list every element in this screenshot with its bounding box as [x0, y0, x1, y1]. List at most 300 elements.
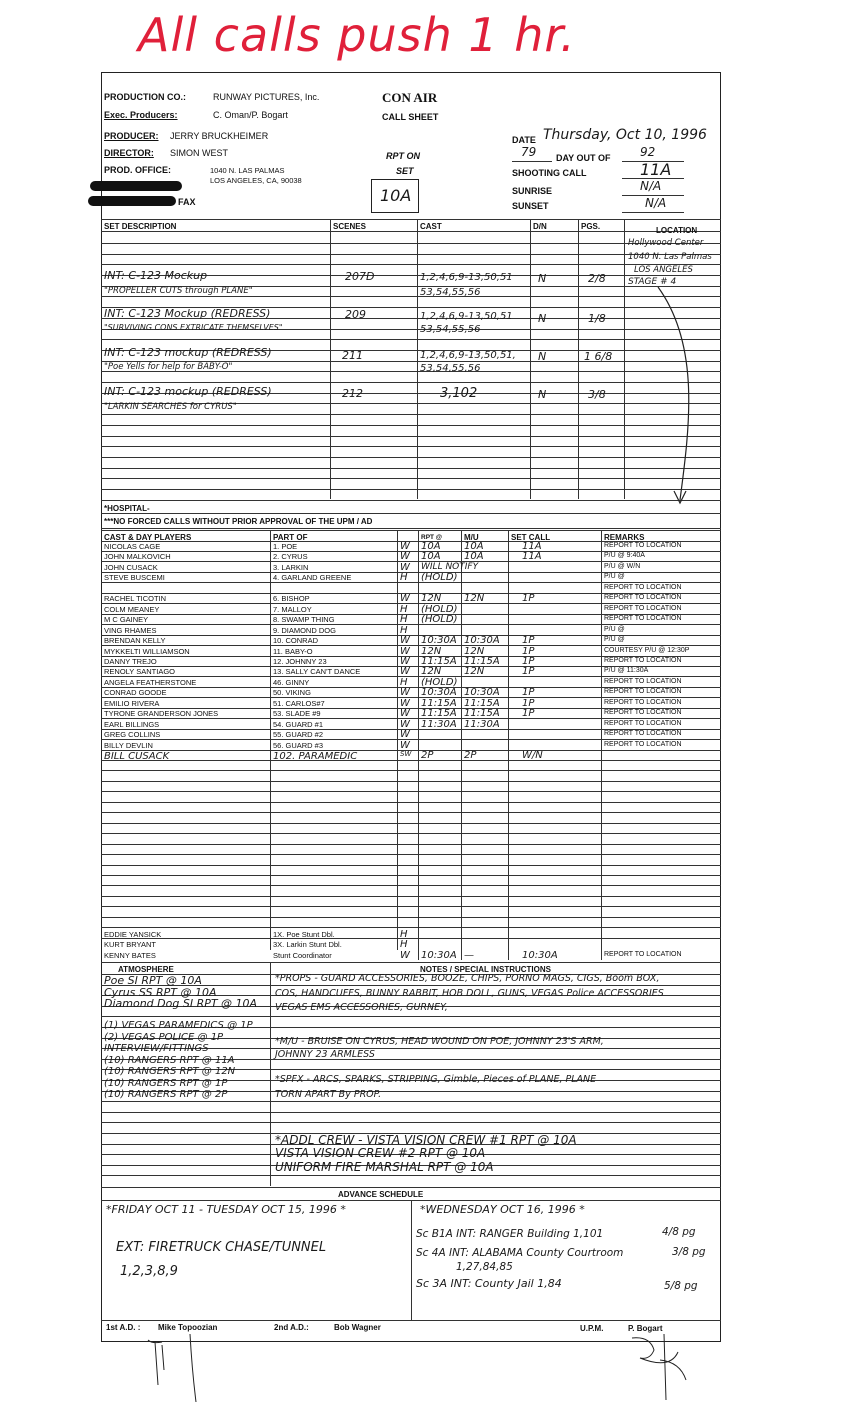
cast-remarks: P/U @ W/N: [604, 562, 641, 570]
rule: [101, 802, 721, 803]
note-line: *ADDL CREW - VISTA VISION CREW #1 RPT @ 10A: [275, 1133, 577, 1147]
note-line: *PROPS - GUARD ACCESSORIES, BOOZE, CHIPS, PORNO MAGS, CIGS, Boom BOX,: [275, 973, 660, 984]
signature-scribble: [620, 1330, 700, 1410]
advance-left-cast: 1,2,3,8,9: [120, 1264, 178, 1279]
cast-report-time: 10:30A: [421, 635, 457, 647]
cast-makeup-time: 12N: [464, 593, 485, 605]
col-remarks: REMARKS: [604, 533, 645, 542]
rule: [101, 1016, 721, 1017]
cast-set-call: 10:30A: [522, 949, 558, 961]
cast-remarks: P/U @: [604, 636, 625, 644]
cast-status: W: [400, 697, 410, 709]
cast-makeup-time: —: [464, 949, 474, 961]
rule: [101, 1320, 721, 1321]
cast-part: Stunt Coordinator: [273, 950, 332, 960]
rule: [101, 414, 721, 415]
cast-status: W: [400, 551, 410, 563]
rule: [101, 1101, 721, 1102]
set-label: SET: [396, 166, 414, 176]
scene-cast: 1,2,4,6,9-13,50,51,: [420, 350, 516, 361]
rpt-on-label: RPT ON: [386, 151, 421, 161]
cast-report-time: 10A: [421, 541, 441, 552]
rule: [101, 854, 721, 855]
rule: [101, 844, 721, 845]
col-rpt: RPT @: [421, 534, 443, 541]
atmosphere-line: (2) VEGAS POLICE @ 1P: [104, 1031, 224, 1043]
cast-name: JOHN CUSACK: [104, 562, 158, 572]
cast-set-call: 1P: [522, 697, 535, 709]
second-ad-name: Bob Wagner: [334, 1323, 381, 1332]
cast-status: W: [400, 593, 410, 605]
col-mu: M/U: [464, 533, 479, 542]
rule: [622, 212, 684, 213]
cast-report-time: 11:15A: [421, 708, 457, 720]
rule: [101, 1122, 721, 1123]
rule: [101, 530, 721, 531]
cast-name: DANNY TREJO: [104, 656, 157, 666]
advance-cast: 1,27,84,85: [456, 1261, 513, 1273]
rule: [101, 760, 721, 761]
cast-part: 1. POE: [273, 542, 298, 551]
cast-report-time: WILL NOTIFY: [421, 561, 479, 572]
production-co-label: PRODUCTION CO.:: [104, 92, 186, 102]
cast-name: NICOLAS CAGE: [104, 542, 161, 551]
note-line: UNIFORM FIRE MARSHAL RPT @ 10A: [275, 1160, 494, 1174]
prod-office-line1: 1040 N. LAS PALMAS: [210, 166, 285, 175]
note-line: TORN APART By PROP.: [275, 1089, 382, 1100]
upm-name: P. Bogart: [628, 1324, 663, 1333]
atmosphere-line: Diamond Dog SI RPT @ 10A: [104, 997, 258, 1010]
forced-calls-note: ***NO FORCED CALLS WITHOUT PRIOR APPROVAL OF THE UPM / AD: [104, 517, 373, 526]
location-note: Hollywood Center: [628, 238, 704, 248]
cast-makeup-time: 12N: [464, 645, 485, 657]
col-divider: [397, 530, 398, 950]
cast-name: CONRAD GOODE: [104, 688, 167, 698]
cast-name: STEVE BUSCEMI: [104, 573, 165, 583]
producer: JERRY BRUCKHEIMER: [170, 131, 269, 141]
col-divider: [578, 219, 579, 499]
col-part-of: PART OF: [273, 533, 308, 542]
cast-makeup-time: 10A: [464, 551, 484, 563]
advance-left-scene: EXT: FIRETRUCK CHASE/TUNNEL: [116, 1240, 327, 1255]
redaction-mark: [90, 181, 182, 191]
cast-status: W: [400, 655, 410, 667]
note-line: COS, HANDCUFFS, BUNNY RABBIT, HOB DOLL, GUNS, VEGAS Police ACCESSORIES: [275, 988, 664, 999]
production-co: RUNWAY PICTURES, Inc.: [213, 92, 320, 102]
cast-report-time: 10:30A: [421, 687, 457, 699]
cast-status: H: [400, 929, 408, 940]
advance-pages: 4/8 pg: [662, 1226, 696, 1238]
cast-report-time: 11:30A: [421, 718, 457, 730]
cast-makeup-time: 2P: [464, 750, 477, 761]
atmosphere-line: Poe SI RPT @ 10A: [104, 974, 202, 987]
scene-pages: 3/8: [588, 388, 606, 401]
scene-set: INT: C-123 mockup (REDRESS): [104, 385, 272, 398]
signature-scribble: [140, 1330, 230, 1410]
cast-makeup-time: 11:15A: [464, 697, 500, 709]
first-ad-name: Mike Topoozian: [158, 1323, 218, 1332]
col-divider: [601, 530, 602, 960]
cast-makeup-time: 11:30A: [464, 718, 500, 730]
scene-cast: 1,2,4,6,9-13,50,51: [420, 311, 513, 322]
first-ad-label: 1st A.D. :: [106, 1323, 141, 1332]
rule: [101, 962, 721, 963]
cast-part: 55. GUARD #2: [273, 730, 324, 740]
rule: [101, 865, 721, 866]
cast-name: ANGELA FEATHERSTONE: [104, 677, 197, 687]
col-location: LOCATION: [656, 226, 698, 235]
scene-cast: 53,54,55,56: [420, 287, 481, 298]
cast-part: 10. CONRAD: [273, 636, 319, 646]
cast-status: W: [400, 561, 410, 573]
atmosphere-header: ATMOSPHERE: [118, 965, 174, 974]
scene-number: 211: [342, 349, 363, 362]
rule: [101, 676, 721, 677]
rule: [101, 1187, 721, 1188]
note-line: *M/U - BRUISE ON CYRUS, HEAD WOUND ON POE, JOHNNY 23'S ARM,: [275, 1036, 604, 1047]
advance-pages: 5/8 pg: [664, 1280, 698, 1292]
cast-report-time: (HOLD): [421, 603, 458, 615]
rule: [101, 1112, 721, 1113]
rule: [101, 231, 721, 232]
cast-name: EDDIE YANSICK: [104, 930, 162, 939]
scene-set: INT: C-123 Mockup (REDRESS): [104, 307, 271, 320]
rule: [101, 906, 721, 907]
col-divider: [508, 530, 509, 960]
rule: [101, 513, 721, 514]
cast-remarks: REPORT TO LOCATION: [604, 542, 682, 549]
cast-status: H: [400, 614, 408, 626]
cast-report-time: (HOLD): [421, 572, 458, 584]
atmosphere-line: INTERVIEW/FITTINGS: [104, 1043, 209, 1054]
cast-name: EARL BILLINGS: [104, 719, 160, 729]
cast-part: 7. MALLOY: [273, 604, 312, 614]
cast-remarks: REPORT TO LOCATION: [604, 730, 682, 738]
cast-part: 56. GUARD #3: [273, 740, 324, 750]
rule: [101, 339, 721, 340]
scene-dn: N: [538, 350, 547, 363]
cast-remarks: REPORT TO LOCATION: [604, 583, 682, 591]
rule: [101, 264, 721, 265]
shooting-call-value: 11A: [640, 160, 672, 179]
scene-cast: 53,54,55,56: [420, 363, 481, 374]
scene-desc: "Poe Yells for help for BABY-O": [104, 362, 233, 372]
date-label: DATE: [512, 135, 536, 145]
cast-status: SW: [400, 750, 412, 758]
scene-number: 212: [342, 387, 363, 400]
scene-pages: 2/8: [588, 272, 606, 285]
rpt-on-set-value: 10A: [380, 186, 412, 205]
cast-remarks: P/U @ 11:30A: [604, 667, 649, 675]
col-divider: [411, 1200, 412, 1320]
atmosphere-line: (10) RANGERS RPT @ 11A: [104, 1054, 235, 1066]
cast-part: 6. BISHOP: [273, 594, 310, 604]
cast-remarks: COURTESY P/U @ 12:30P: [604, 646, 690, 654]
rule: [101, 823, 721, 824]
cast-part: 1X. Poe Stunt Dbl.: [273, 930, 335, 939]
scene-set: INT: C-123 mockup (REDRESS): [104, 346, 272, 359]
cast-remarks: P/U @: [604, 573, 625, 581]
sunrise-label: SUNRISE: [512, 186, 553, 196]
scene-desc: "LARKIN SEARCHES for CYRUS": [104, 402, 237, 412]
cast-set-call: 1P: [522, 708, 535, 720]
prod-office-label: PROD. OFFICE:: [104, 165, 171, 175]
notes-header: NOTES / SPECIAL INSTRUCTIONS: [420, 965, 551, 974]
rule: [101, 635, 721, 636]
rule: [101, 624, 721, 625]
rule: [101, 457, 721, 458]
production-title: CON AIR: [382, 90, 438, 105]
cast-report-time: 11:15A: [421, 697, 457, 709]
rule: [101, 896, 721, 897]
cast-name: VING RHAMES: [104, 625, 157, 635]
note-line: VEGAS EMS ACCESSORIES, GURNEY,: [275, 1002, 448, 1013]
scene-cast: 1,2,4,6,9-13,50,51: [420, 272, 513, 283]
advance-pages: 3/8 pg: [672, 1246, 706, 1258]
rule: [101, 875, 721, 876]
cast-name: COLM MEANEY: [104, 604, 160, 614]
cast-part: 8. SWAMP THING: [273, 615, 335, 625]
rule: [101, 436, 721, 437]
location-note: LOS ANGELES: [634, 265, 693, 275]
rule: [101, 382, 721, 383]
atmosphere-line: (10) RANGERS RPT @ 1P: [104, 1077, 228, 1089]
scene-set: INT: C-123 Mockup: [104, 269, 208, 282]
col-dn: D/N: [533, 222, 547, 231]
cast-name: TYRONE GRANDERSON JONES: [104, 709, 219, 719]
cast-part: 13. SALLY CAN'T DANCE: [273, 667, 361, 677]
cast-name: GREG COLLINS: [104, 730, 161, 740]
col-set-description: SET DESCRIPTION: [104, 222, 177, 231]
atmosphere-line: Cyrus SS RPT @ 10A: [104, 985, 217, 999]
cast-report-time: 12N: [421, 593, 442, 605]
hospital-label: *HOSPITAL-: [104, 504, 150, 513]
cast-remarks: P/U @ 9:40A: [604, 552, 645, 560]
cast-remarks: P/U @: [604, 625, 625, 633]
fax-label: FAX: [178, 197, 196, 207]
col-cast-day-players: CAST & DAY PLAYERS: [104, 533, 192, 542]
cast-set-call: 1P: [522, 655, 535, 667]
second-ad-label: 2nd A.D.:: [274, 1323, 309, 1332]
cast-set-call: W/N: [522, 750, 543, 761]
rule: [101, 791, 721, 792]
cast-part: 102. PARAMEDIC: [273, 751, 358, 762]
scene-dn: N: [538, 312, 547, 325]
cast-remarks: REPORT TO LOCATION: [604, 677, 682, 685]
director-label: DIRECTOR:: [104, 148, 154, 158]
call-sheet-subtitle: CALL SHEET: [382, 112, 439, 122]
col-divider: [270, 962, 271, 1186]
cast-part: 50. VIKING: [273, 688, 311, 698]
cast-name: M C GAINEY: [104, 615, 149, 625]
cast-report-time: 2P: [421, 750, 434, 761]
cast-makeup-time: 11:15A: [464, 708, 500, 720]
cast-status: W: [400, 708, 410, 720]
cast-report-time: 10A: [421, 551, 441, 563]
cast-part: 12. JOHNNY 23: [273, 656, 327, 666]
cast-part: 46. GINNY: [273, 677, 310, 687]
cast-part: 54. GUARD #1: [273, 719, 324, 729]
scene-cast: 53,54,55,56: [420, 324, 481, 335]
cast-status: W: [400, 739, 410, 751]
col-pgs: PGS.: [581, 222, 601, 231]
sunrise-value: N/A: [640, 179, 662, 193]
cast-name: BRENDAN KELLY: [104, 636, 166, 646]
prod-office-line2: LOS ANGELES, CA, 90038: [210, 176, 302, 185]
rule: [101, 468, 721, 469]
shooting-call-label: SHOOTING CALL: [512, 168, 587, 178]
location-note: STAGE # 4: [628, 277, 677, 287]
rule: [101, 833, 721, 834]
cast-set-call: 1P: [522, 645, 535, 657]
rule: [101, 528, 721, 529]
cast-remarks: REPORT TO LOCATION: [604, 688, 682, 696]
rule: [101, 561, 721, 562]
cast-name: BILLY DEVLIN: [104, 740, 153, 750]
rule: [101, 296, 721, 297]
rpt-on-set-box: [371, 179, 419, 213]
cast-makeup-time: 11:15A: [464, 655, 500, 667]
cast-remarks: REPORT TO LOCATION: [604, 698, 682, 706]
cast-status: W: [400, 635, 410, 647]
producer-label: PRODUCER:: [104, 131, 159, 141]
cast-status: W: [400, 645, 410, 657]
push-banner: All calls push 1 hr.: [138, 8, 576, 62]
cast-status: W: [400, 666, 410, 678]
rule: [101, 1175, 721, 1176]
scene-number: 207D: [345, 270, 375, 283]
advance-right-date: *WEDNESDAY OCT 16, 1996 *: [420, 1203, 585, 1216]
cast-name: KURT BRYANT: [104, 940, 156, 950]
cast-set-call: 11A: [522, 541, 542, 552]
cast-report-time: (HOLD): [421, 676, 458, 688]
rule: [101, 927, 721, 928]
atmosphere-line: (10) RANGERS RPT @ 12N: [104, 1066, 236, 1077]
cast-status: W: [400, 718, 410, 730]
cast-status: H: [400, 572, 408, 584]
advance-scene: Sc 4A INT: ALABAMA County Courtroom: [416, 1247, 624, 1259]
cast-part: 4. GARLAND GREENE: [273, 573, 352, 583]
rule: [101, 917, 721, 918]
cast-report-time: (HOLD): [421, 614, 458, 626]
cast-report-time: 12N: [421, 666, 442, 678]
cast-set-call: 1P: [522, 593, 535, 605]
rule: [512, 161, 552, 162]
rule: [101, 489, 721, 490]
scene-pages: 1 6/8: [584, 350, 613, 363]
cast-remarks: REPORT TO LOCATION: [604, 719, 682, 727]
cast-part: 3X. Larkin Stunt Dbl.: [273, 940, 342, 950]
col-divider: [330, 219, 331, 499]
rule: [101, 938, 721, 939]
cast-set-call: 11A: [522, 551, 542, 563]
advance-scene: Sc B1A INT: RANGER Building 1,101: [416, 1228, 604, 1240]
cast-status: H: [400, 603, 408, 615]
cast-name: KENNY BATES: [104, 950, 156, 960]
atmosphere-line: (1) VEGAS PARAMEDICS @ 1P: [104, 1020, 253, 1031]
cast-remarks: REPORT TO LOCATION: [604, 656, 682, 664]
rule: [101, 885, 721, 886]
scene-desc: "SURVIVING CONS EXTRICATE THEMSELVES": [104, 323, 283, 332]
cast-name: BILL CUSACK: [104, 751, 170, 762]
cast-set-call: 1P: [522, 666, 535, 678]
day-number: 79: [521, 145, 537, 159]
rule: [101, 446, 721, 447]
advance-left-date: *FRIDAY OCT 11 - TUESDAY OCT 15, 1996 *: [106, 1203, 346, 1216]
cast-remarks: REPORT TO LOCATION: [604, 604, 682, 612]
cast-remarks: REPORT TO LOCATION: [604, 950, 682, 958]
cast-part: 11. BABY-O: [273, 646, 313, 656]
col-divider: [418, 530, 419, 960]
rule: [101, 425, 721, 426]
cast-report-time: 10:30A: [421, 949, 457, 961]
cast-part: 3. LARKIN: [273, 562, 309, 572]
sunset-value: N/A: [645, 196, 667, 210]
col-divider: [417, 219, 418, 499]
rule: [101, 812, 721, 813]
cast-makeup-time: 10:30A: [464, 635, 500, 647]
cast-name: JOHN MALKOVICH: [104, 552, 171, 562]
down-arrow-icon: [640, 285, 700, 515]
upm-label: U.P.M.: [580, 1324, 604, 1333]
scene-dn: N: [538, 388, 547, 401]
scene-dn: N: [538, 272, 547, 285]
cast-remarks: REPORT TO LOCATION: [604, 740, 682, 748]
col-cast: CAST: [420, 222, 442, 231]
cast-remarks: REPORT TO LOCATION: [604, 594, 682, 602]
cast-name: RENOLY SANTIAGO: [104, 667, 175, 677]
note-line: VISTA VISION CREW #2 RPT @ 10A: [275, 1146, 486, 1160]
cast-status: H: [400, 676, 408, 688]
cast-set-call: 1P: [522, 687, 535, 699]
sunset-label: SUNSET: [512, 201, 549, 211]
cast-name: RACHEL TICOTIN: [104, 594, 167, 604]
cast-report-time: 12N: [421, 645, 442, 657]
rule: [101, 781, 721, 782]
col-divider: [461, 530, 462, 960]
col-scenes: SCENES: [333, 222, 366, 231]
note-line: JOHNNY 23 ARMLESS: [275, 1049, 375, 1060]
scene-desc: "PROPELLER CUTS through PLANE": [104, 286, 253, 296]
advance-schedule-header: ADVANCE SCHEDULE: [338, 1190, 424, 1199]
rule: [101, 500, 721, 501]
cast-status: W: [400, 687, 410, 699]
exec-producers-label: Exec. Producers:: [104, 110, 178, 120]
cast-makeup-time: 10:30A: [464, 687, 500, 699]
rule: [101, 478, 721, 479]
col-divider: [270, 530, 271, 950]
director: SIMON WEST: [170, 148, 228, 158]
cast-remarks: REPORT TO LOCATION: [604, 709, 682, 717]
redaction-mark: [88, 196, 176, 206]
scene-number: 209: [345, 308, 366, 321]
cast-part: 51. CARLOS#7: [273, 698, 325, 708]
rule: [101, 572, 721, 573]
exec-producers: C. Oman/P. Bogart: [213, 110, 288, 120]
cast-set-call: 1P: [522, 635, 535, 647]
note-line: *SPFX - ARCS, SPARKS, STRIPPING, Gimble, Pieces of PLANE, PLANE: [275, 1074, 597, 1085]
cast-name: MYKKELTI WILLIAMSON: [104, 646, 190, 656]
date-value: Thursday, Oct 10, 1996: [543, 127, 707, 143]
cast-remarks: REPORT TO LOCATION: [604, 615, 682, 623]
cast-status: W: [400, 949, 410, 961]
cast-status: W: [400, 541, 410, 552]
day-total: 92: [640, 145, 656, 159]
cast-status: H: [400, 624, 408, 636]
atmosphere-line: (10) RANGERS RPT @ 2P: [104, 1089, 228, 1100]
col-divider: [624, 219, 625, 499]
cast-report-time: 11:15A: [421, 655, 457, 667]
